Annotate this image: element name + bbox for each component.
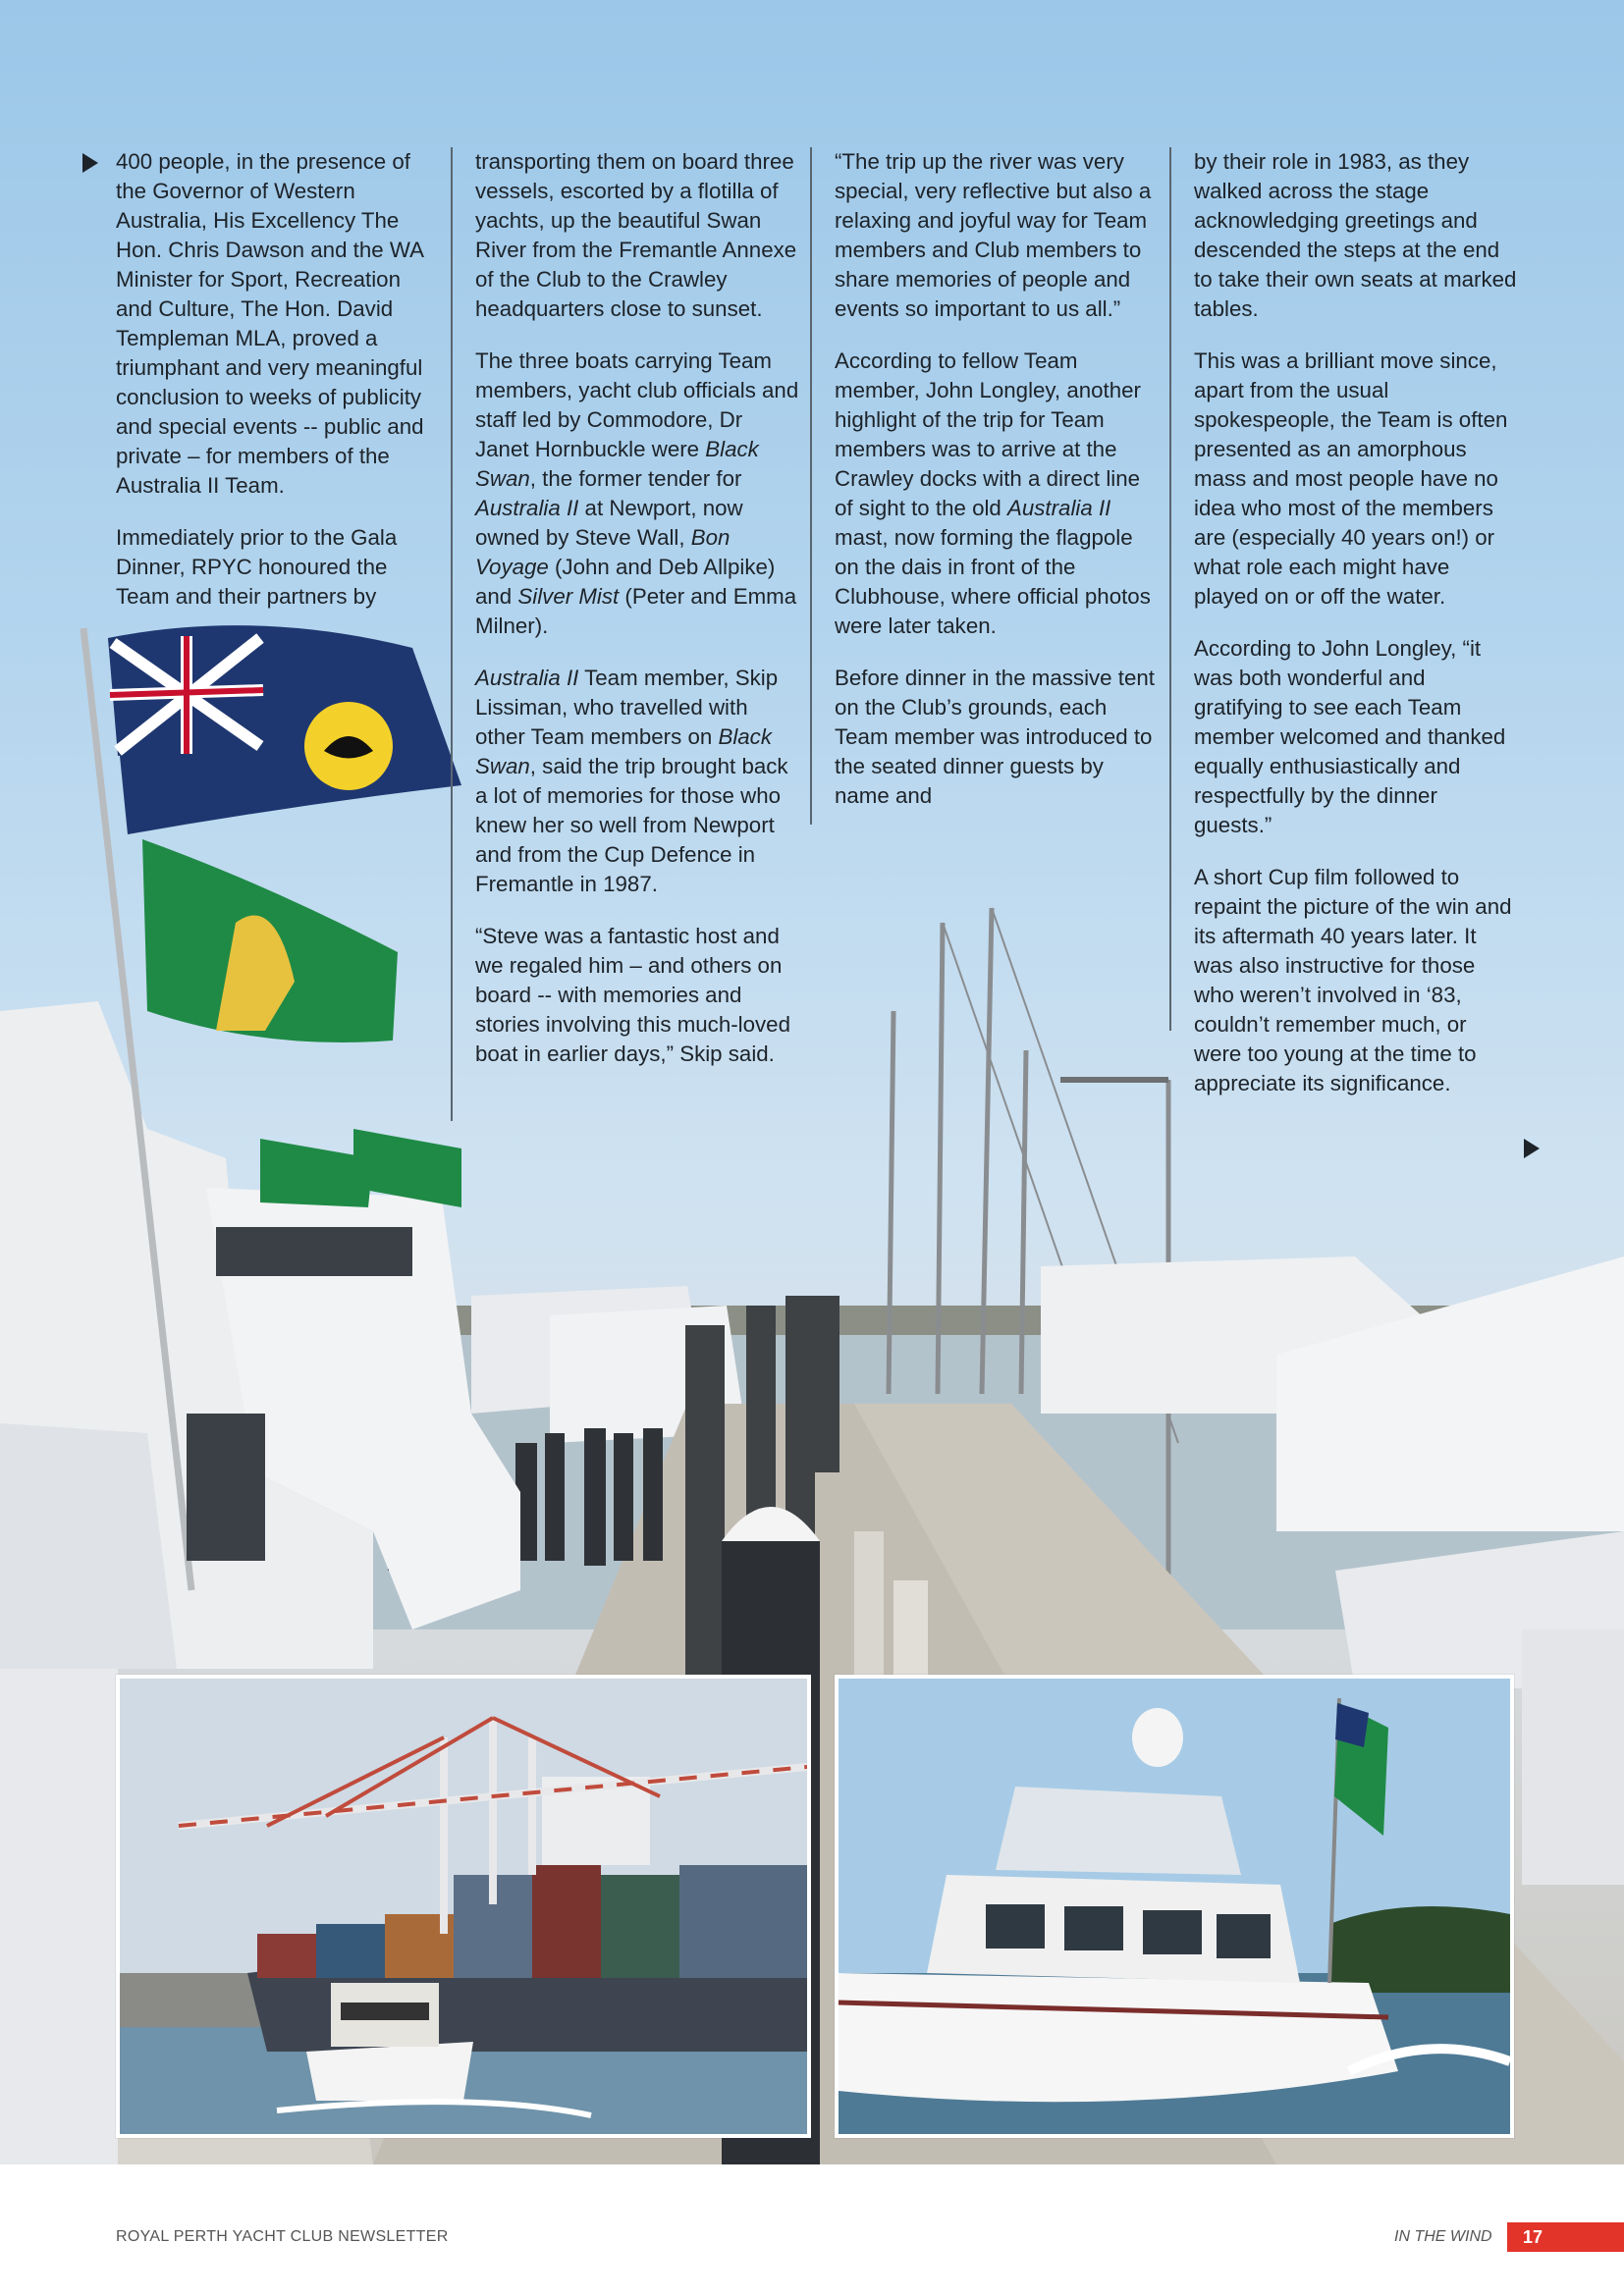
article-paragraph <box>1194 147 1518 324</box>
article-paragraph <box>475 147 799 324</box>
text-run: 400 people, in the presence of the Governor of Western Australia, His Excellency The Hon. Chris Dawson and the WA Minister for Sport, Recreation and Culture, The Hon. David Templeman MLA, proved a triumphant and very meaningful conclusion to weeks of publicity and special events -- public and private – for members of the Australia II Team. <box>116 149 424 498</box>
article-paragraph <box>835 347 1159 641</box>
text-run: , the former tender for <box>529 466 742 491</box>
italic-text-run: Australia II <box>475 666 579 690</box>
text-run: transporting them on board three vessels, escorted by a flotilla of yachts, up the beautiful Swan River from the Fremantle Annexe of the Club to the Crawley headquarters close to sunset. <box>475 149 797 321</box>
article-start-arrow-icon <box>82 153 98 173</box>
port-cranes-scene <box>120 1679 807 2134</box>
text-run: According to John Longley, “it was both wonderful and gratifying to see each Team member welcomed and thanked equally enthusiastically and respectfully by the dinner guests.” <box>1194 636 1506 837</box>
text-run: The three boats carrying Team members, yacht club officials and staff led by Commodore, Dr Janet Hornbuckle were <box>475 348 799 461</box>
italic-text-run: Australia II <box>475 496 579 520</box>
article-paragraph <box>475 922 799 1069</box>
inset-photo-motor-yacht <box>835 1675 1514 2138</box>
text-run: A short Cup film followed to repaint the picture of the win and its aftermath 40 years later. It was also instructive for those who weren’t involved in ‘83, couldn’t remember much, or were too young at the time to appreciate its significance. <box>1194 865 1512 1095</box>
article-paragraph <box>475 664 799 899</box>
article-paragraph <box>835 147 1159 324</box>
column-rule-1 <box>451 147 453 1121</box>
inset-photo-port-cranes <box>116 1675 811 2138</box>
text-run: , said the trip brought back a lot of memories for those who knew her so well from Newport and from the Cup Defence in Fremantle in 1987. <box>475 754 788 896</box>
continued-arrow-icon <box>1524 1139 1540 1158</box>
text-run: This was a brilliant move since, apart from the usual spokespeople, the Team is often presented as an amorphous mass and most people have no idea who most of the members are (especially 40 years on!) or what role each might have played on or off the water. <box>1194 348 1508 609</box>
article-paragraph <box>1194 863 1518 1098</box>
italic-text-run: Black Swan <box>475 437 759 491</box>
text-run: According to fellow Team member, John Longley, another highlight of the trip for Team members was to arrive at the Crawley docks with a direct line of sight to the old <box>835 348 1141 520</box>
page-number-badge: 17 <box>1507 2222 1624 2252</box>
article-paragraph <box>1194 634 1518 840</box>
text-run: Before dinner in the massive tent on the Club’s grounds, each Team member was introduced to the seated dinner guests by name and <box>835 666 1155 808</box>
text-run: (Peter and Emma Milner). <box>475 584 797 638</box>
text-run: “Steve was a fantastic host and we regaled him – and others on board -- with memories and stories involving this much-loved boat in earlier days,” Skip said. <box>475 924 790 1066</box>
text-run: at Newport, now owned by Steve Wall, <box>475 496 743 550</box>
column-rule-2 <box>810 147 812 825</box>
text-run: Immediately prior to the Gala Dinner, RPYC honoured the Team and their partners by <box>116 525 398 609</box>
article-column-2 <box>475 147 799 1092</box>
article-paragraph <box>116 147 440 501</box>
text-run: mast, now forming the flagpole on the dais in front of the Clubhouse, where official photos were later taken. <box>835 525 1151 638</box>
italic-text-run: Australia II <box>1007 496 1111 520</box>
article-column-3 <box>835 147 1159 833</box>
article-paragraph <box>1194 347 1518 612</box>
article-paragraph <box>475 347 799 641</box>
text-run: “The trip up the river was very special, very reflective but also a relaxing and joyful way for Team members and Club members to share memories of people and events so important to us all.” <box>835 149 1152 321</box>
article-paragraph <box>835 664 1159 811</box>
footer-publication-name: ROYAL PERTH YACHT CLUB NEWSLETTER <box>116 2228 449 2245</box>
text-run: (John and Deb Allpike) and <box>475 555 776 609</box>
column-rule-3 <box>1169 147 1171 1031</box>
text-run: by their role in 1983, as they walked across the stage acknowledging greetings and descended the steps at the end to take their own seats at marked tables. <box>1194 149 1517 321</box>
article-column-1 <box>116 147 440 634</box>
italic-text-run: Bon Voyage <box>475 525 731 579</box>
italic-text-run: Black Swan <box>475 724 772 778</box>
motor-yacht-scene <box>839 1679 1510 2134</box>
footer-section-name: IN THE WIND <box>1394 2228 1492 2245</box>
article-column-4 <box>1194 147 1518 1121</box>
article-paragraph <box>116 523 440 612</box>
text-run: Team member, Skip Lissiman, who travelled with other Team members on <box>475 666 779 749</box>
italic-text-run: Silver Mist <box>517 584 620 609</box>
